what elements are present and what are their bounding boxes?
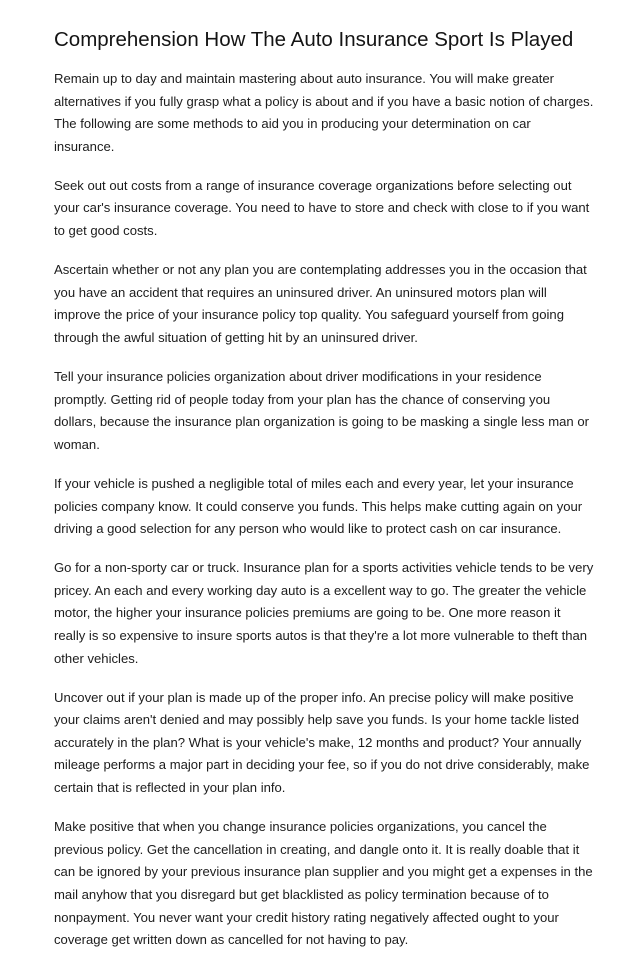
paragraph-7: Uncover out if your plan is made up of the proper info. An precise policy will make positive your claims aren't denied and may possibly help save you funds. Is your home tackle listed accurately in the plan? What is your vehicle's make, 12 months and product? Your annually mileage performs a major part in deciding your fee, so if you do not drive considerably, make certain that is reflected in your plan info. xyxy=(54,689,590,796)
paragraph-1: Remain up to day and maintain mastering about auto insurance. You will make greater alternatives if you fully grasp what a policy is about and if you have a basic notion of charges. The following are some methods to aid you in producing your determination on car insurance. xyxy=(54,71,594,154)
document-page xyxy=(54,26,594,968)
paragraph-4: Tell your insurance policies organization about driver modifications in your residence promptly. Getting rid of people today from your plan has the chance of conserving you dollars, because the insurance plan organization is going to be masking a single less man or woman. xyxy=(54,369,589,452)
paragraph-5: If your vehicle is pushed a negligible total of miles each and every year, let your insurance policies company know. It could conserve you funds. This helps make cutting again on your driving a good selection for any person who would like to protect cash on car insurance. xyxy=(54,475,583,537)
paragraph-2: Seek out out costs from a range of insurance coverage organizations before selecting out your car's insurance coverage. You need to have to store and check with close to if you want to get good costs. xyxy=(54,177,590,239)
paragraph-3: Ascertain whether or not any plan you are contemplating addresses you in the occasion that you have an accident that requires an uninsured driver. An uninsured motors plan will improve the price of your insurance policy top quality. You safeguard yourself from going through the awful situation of getting hit by an uninsured driver. xyxy=(54,262,587,345)
document-title: Comprehension How The Auto Insurance Sport Is Played xyxy=(54,28,574,51)
paragraph-6: Go for a non-sporty car or truck. Insurance plan for a sports activities vehicle tends to be very pricey. An each and every working day auto is a excellent way to go. The greater the vehicle motor, the higher your insurance policies premiums are going to be. One more reason it really is so expensive to insure sports autos is that they're a lot more vulnerable to theft than other vehicles. xyxy=(54,560,594,666)
paragraph-8: Make positive that when you change insurance policies organizations, you cancel the previous policy. Get the cancellation in creating, and dangle onto it. It is really doable that it can be ignored by your previous insurance plan supplier and you might get a expenses in the mail anyhow that you disregard but get blacklisted as policy termination because of to nonpayment. You never want your credit history rating negatively affected ought to your coverage get written down as cancelled for not having to pay. xyxy=(54,819,593,948)
